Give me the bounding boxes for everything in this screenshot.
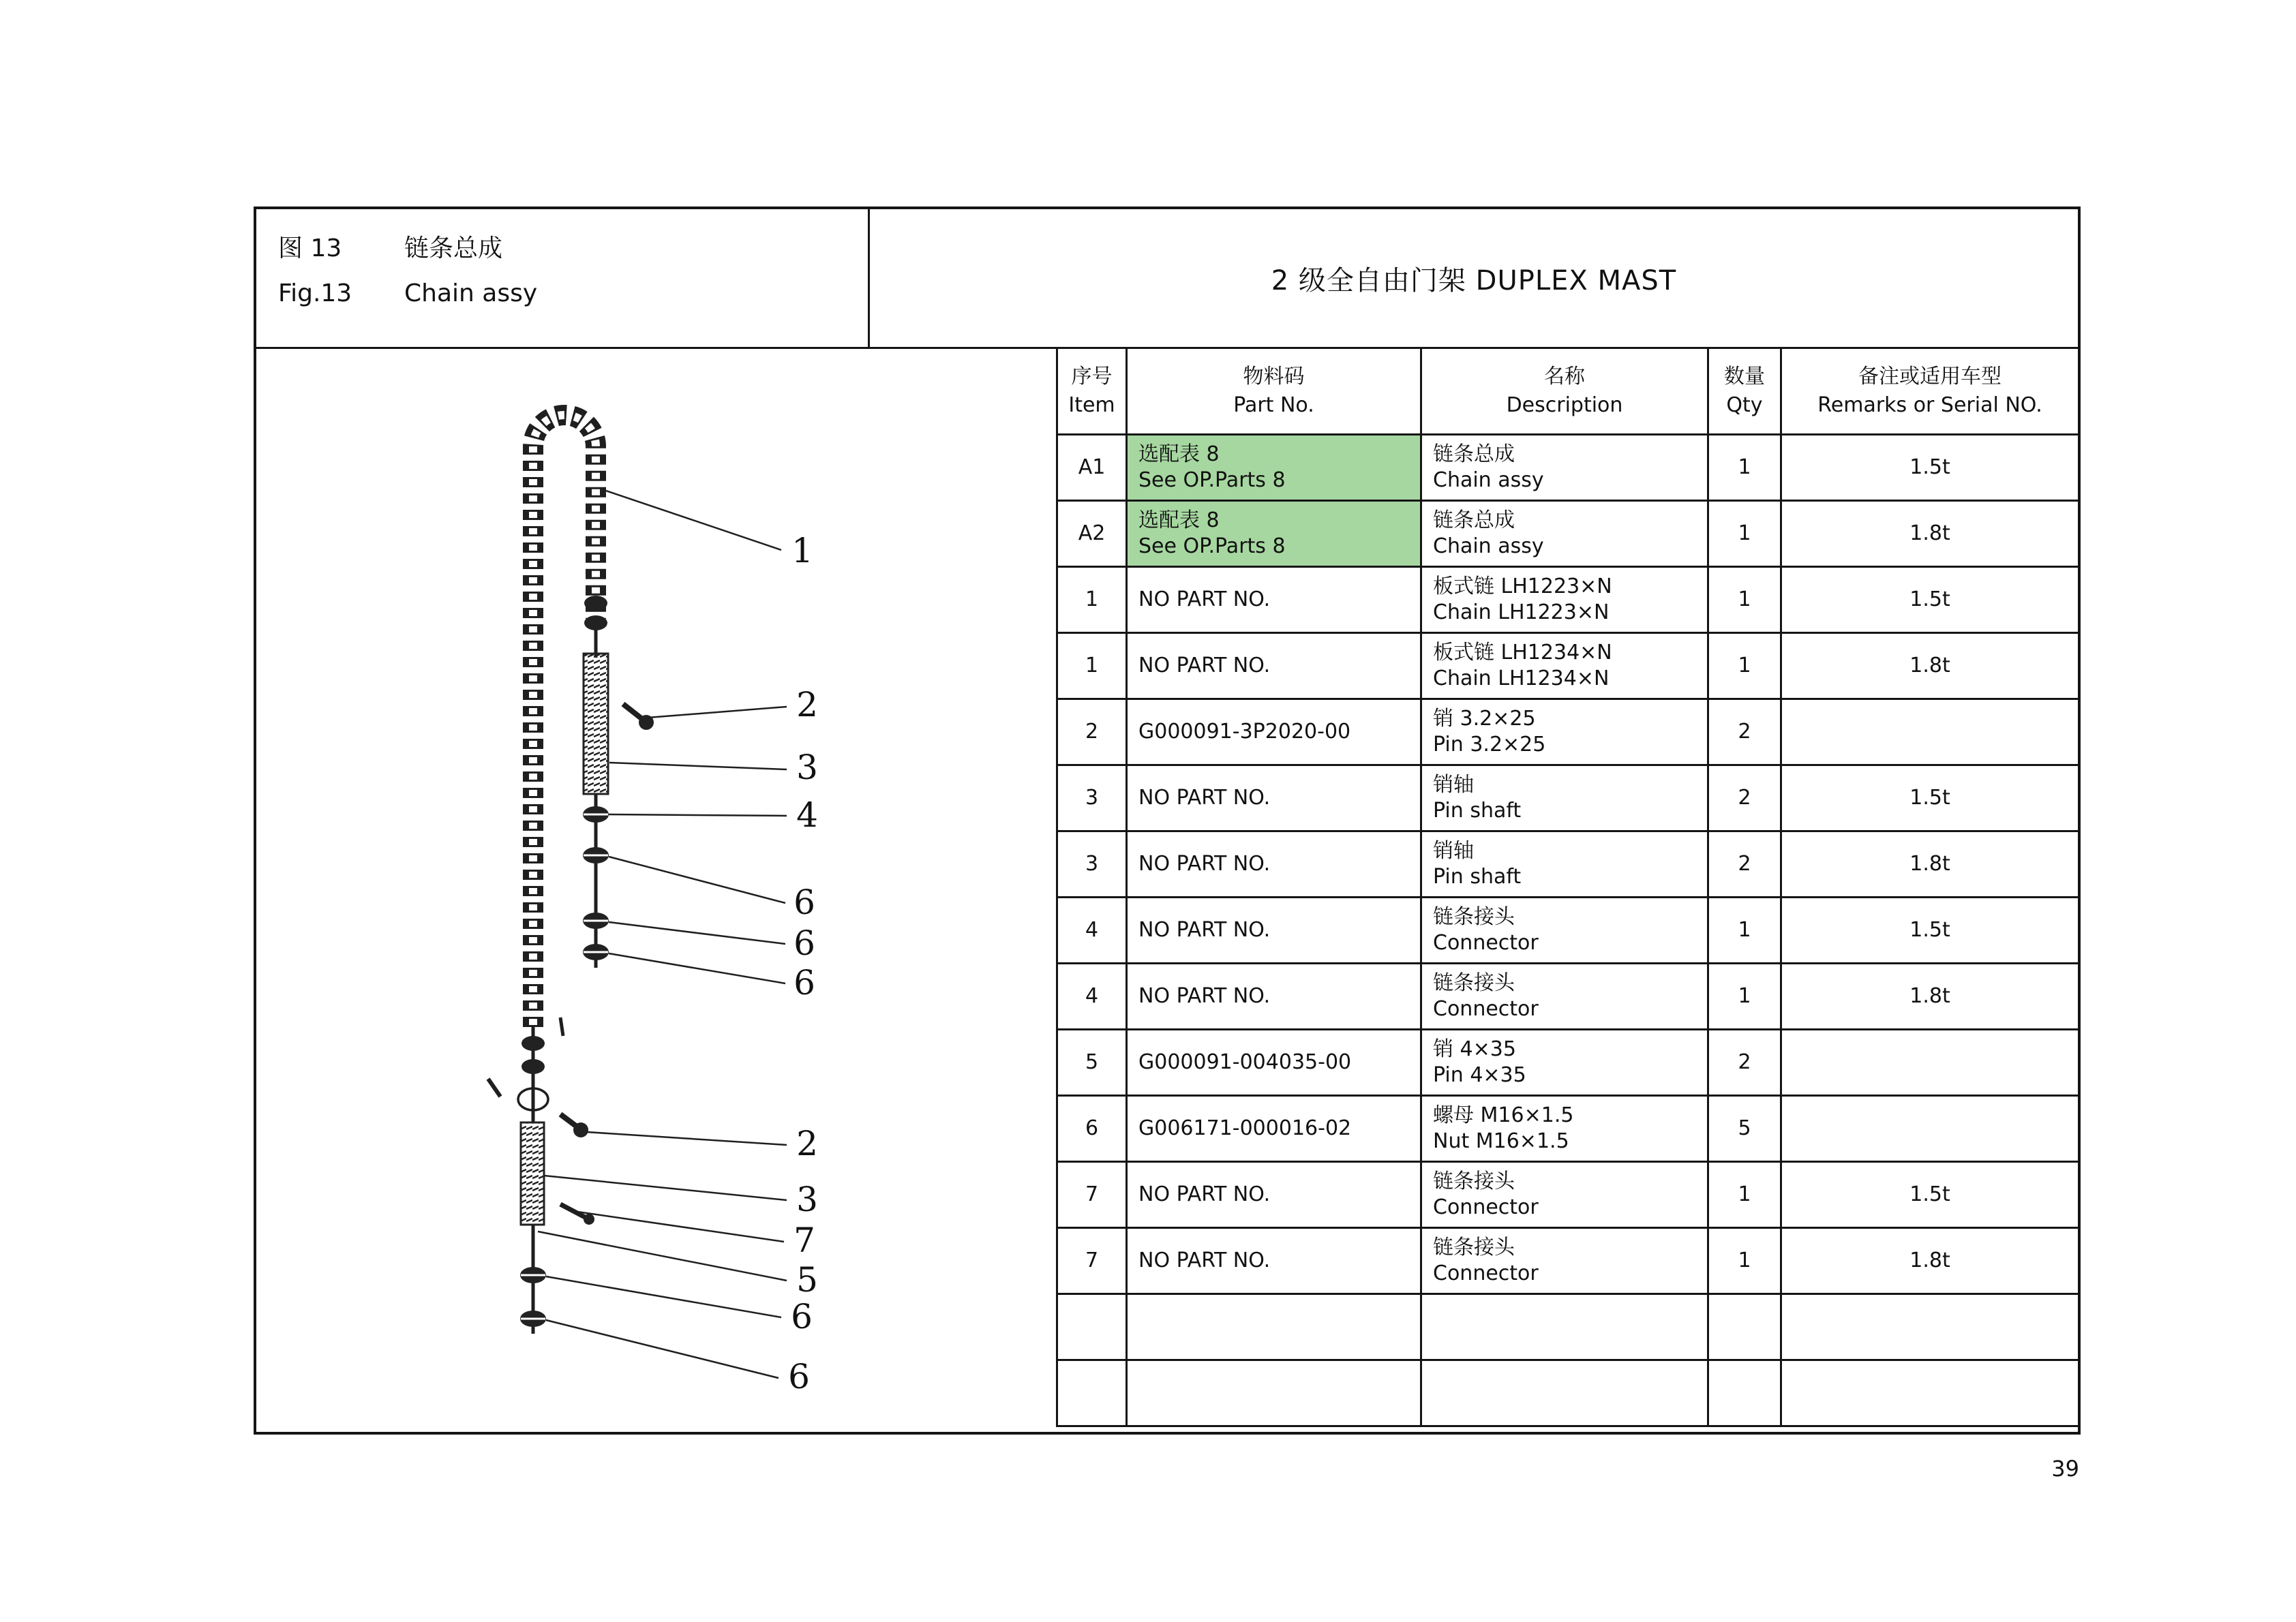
col-header-item: 序号 Item (1057, 349, 1127, 434)
item-cell: 4 (1057, 963, 1127, 1029)
qty-cell: 1 (1708, 1227, 1781, 1294)
item-cell: 1 (1057, 566, 1127, 632)
desc-cell: 链条总成 Chain assy (1421, 500, 1708, 566)
table-row (1057, 831, 2079, 897)
callout-number: 6 (794, 923, 815, 963)
item-cell: 5 (1057, 1029, 1127, 1095)
remarks-cell: 1.8t (1781, 963, 2079, 1029)
table-row (1057, 1161, 2079, 1227)
figure-title-en (278, 279, 868, 309)
leader-lines (538, 491, 787, 1378)
item-cell: 7 (1057, 1161, 1127, 1227)
table-row (1057, 1294, 2079, 1360)
callouts (788, 531, 818, 1396)
item-cell: A2 (1057, 500, 1127, 566)
part-cell: NO PART NO. (1127, 632, 1421, 699)
upper-anchor-group (583, 596, 654, 968)
figure-name-en: Chain assy (404, 279, 538, 307)
table-row (1057, 765, 2079, 831)
content-frame (254, 206, 2081, 1435)
col-header-description: 名称 Description (1421, 349, 1708, 434)
item-cell: 3 (1057, 765, 1127, 831)
callout-number: 5 (796, 1260, 818, 1300)
qty-cell: 2 (1708, 831, 1781, 897)
part-cell: NO PART NO. (1127, 1161, 1421, 1227)
desc-cell (1421, 1360, 1708, 1426)
remarks-cell: 1.5t (1781, 434, 2079, 500)
desc-cell: 板式链 LH1223×N Chain LH1223×N (1421, 566, 1708, 632)
item-cell: 7 (1057, 1227, 1127, 1294)
table-row (1057, 632, 2079, 699)
remarks-cell: 1.8t (1781, 632, 2079, 699)
qty-cell (1708, 1360, 1781, 1426)
desc-cell: 销轴 Pin shaft (1421, 765, 1708, 831)
remarks-cell: 1.8t (1781, 1227, 2079, 1294)
col-header-part-no: 物料码 Part No. (1127, 349, 1421, 434)
qty-cell: 5 (1708, 1095, 1781, 1161)
table-row (1057, 1227, 2079, 1294)
desc-cell: 链条接头 Connector (1421, 897, 1708, 963)
figure-name-cn: 链条总成 (404, 234, 503, 262)
desc-cell: 链条总成 Chain assy (1421, 434, 1708, 500)
table-row (1057, 963, 2079, 1029)
page-number: 39 (2051, 1456, 2079, 1482)
qty-cell (1708, 1294, 1781, 1360)
callout-number: 7 (794, 1221, 815, 1260)
part-cell: NO PART NO. (1127, 566, 1421, 632)
remarks-cell: 1.5t (1781, 897, 2079, 963)
remarks-cell (1781, 1360, 2079, 1426)
callout-number: 2 (796, 685, 818, 724)
qty-cell: 2 (1708, 765, 1781, 831)
table-row (1057, 1360, 2079, 1426)
mast-title: 2 级全自由门架 DUPLEX MAST (1271, 264, 1677, 296)
figure-title-block (256, 209, 870, 347)
callout-number: 6 (788, 1357, 810, 1396)
table-row (1057, 434, 2079, 500)
item-cell: A1 (1057, 434, 1127, 500)
remarks-cell: 1.5t (1781, 566, 2079, 632)
callout-number: 6 (794, 963, 815, 1003)
page-header (256, 209, 2078, 349)
callout-number: 3 (796, 748, 818, 787)
part-cell (1127, 1294, 1421, 1360)
qty-cell: 2 (1708, 699, 1781, 765)
item-cell: 4 (1057, 897, 1127, 963)
figure-title-cn (278, 234, 868, 264)
qty-cell: 1 (1708, 963, 1781, 1029)
callout-number: 6 (791, 1297, 813, 1336)
desc-cell (1421, 1294, 1708, 1360)
remarks-cell: 1.5t (1781, 1161, 2079, 1227)
part-ref-link[interactable]: 选配表 8 See OP.Parts 8 (1127, 434, 1421, 500)
item-cell: 1 (1057, 632, 1127, 699)
callout-number: 3 (796, 1180, 818, 1219)
remarks-cell: 1.5t (1781, 765, 2079, 831)
table-row (1057, 1095, 2079, 1161)
desc-cell: 销 4×35 Pin 4×35 (1421, 1029, 1708, 1095)
remarks-cell: 1.8t (1781, 500, 2079, 566)
part-cell: NO PART NO. (1127, 963, 1421, 1029)
desc-cell: 链条接头 Connector (1421, 1161, 1708, 1227)
col-header-remarks: 备注或适用车型 Remarks or Serial NO. (1781, 349, 2079, 434)
part-cell: G000091-004035-00 (1127, 1029, 1421, 1095)
desc-cell: 板式链 LH1234×N Chain LH1234×N (1421, 632, 1708, 699)
table-row (1057, 699, 2079, 765)
callout-number: 1 (791, 531, 813, 570)
qty-cell: 1 (1708, 1161, 1781, 1227)
qty-cell: 1 (1708, 897, 1781, 963)
callout-number: 4 (796, 795, 818, 835)
qty-cell: 1 (1708, 500, 1781, 566)
item-cell: 2 (1057, 699, 1127, 765)
part-cell: G000091-3P2020-00 (1127, 699, 1421, 765)
part-cell: G006171-000016-02 (1127, 1095, 1421, 1161)
chain-drawing-svg (269, 365, 1053, 1428)
qty-cell: 1 (1708, 566, 1781, 632)
lower-anchor-group (488, 1017, 594, 1334)
remarks-cell (1781, 1095, 2079, 1161)
qty-cell: 1 (1708, 434, 1781, 500)
part-cell: NO PART NO. (1127, 897, 1421, 963)
parts-table (1056, 349, 2080, 1427)
figure-label-en: Fig.13 (278, 279, 352, 307)
item-cell: 6 (1057, 1095, 1127, 1161)
table-row (1057, 897, 2079, 963)
table-row (1057, 1029, 2079, 1095)
callout-number: 6 (794, 883, 815, 922)
item-cell: 3 (1057, 831, 1127, 897)
part-cell: NO PART NO. (1127, 1227, 1421, 1294)
item-cell (1057, 1360, 1127, 1426)
desc-cell: 链条接头 Connector (1421, 963, 1708, 1029)
desc-cell: 链条接头 Connector (1421, 1227, 1708, 1294)
remarks-cell: 1.8t (1781, 831, 2079, 897)
part-cell (1127, 1360, 1421, 1426)
table-header-row (1057, 349, 2079, 434)
part-ref-link[interactable]: 选配表 8 See OP.Parts 8 (1127, 500, 1421, 566)
item-cell (1057, 1294, 1127, 1360)
qty-cell: 1 (1708, 632, 1781, 699)
figure-label-cn: 图 13 (278, 234, 342, 262)
desc-cell: 螺母 M16×1.5 Nut M16×1.5 (1421, 1095, 1708, 1161)
remarks-cell (1781, 699, 2079, 765)
table-row (1057, 500, 2079, 566)
desc-cell: 销轴 Pin shaft (1421, 831, 1708, 897)
col-header-qty: 数量 Qty (1708, 349, 1781, 434)
callout-number: 2 (796, 1124, 818, 1163)
desc-cell: 销 3.2×25 Pin 3.2×25 (1421, 699, 1708, 765)
chain-assembly-drawing (269, 365, 1053, 1428)
remarks-cell (1781, 1294, 2079, 1360)
qty-cell: 2 (1708, 1029, 1781, 1095)
part-cell: NO PART NO. (1127, 831, 1421, 897)
remarks-cell (1781, 1029, 2079, 1095)
table-row (1057, 566, 2079, 632)
part-cell: NO PART NO. (1127, 765, 1421, 831)
